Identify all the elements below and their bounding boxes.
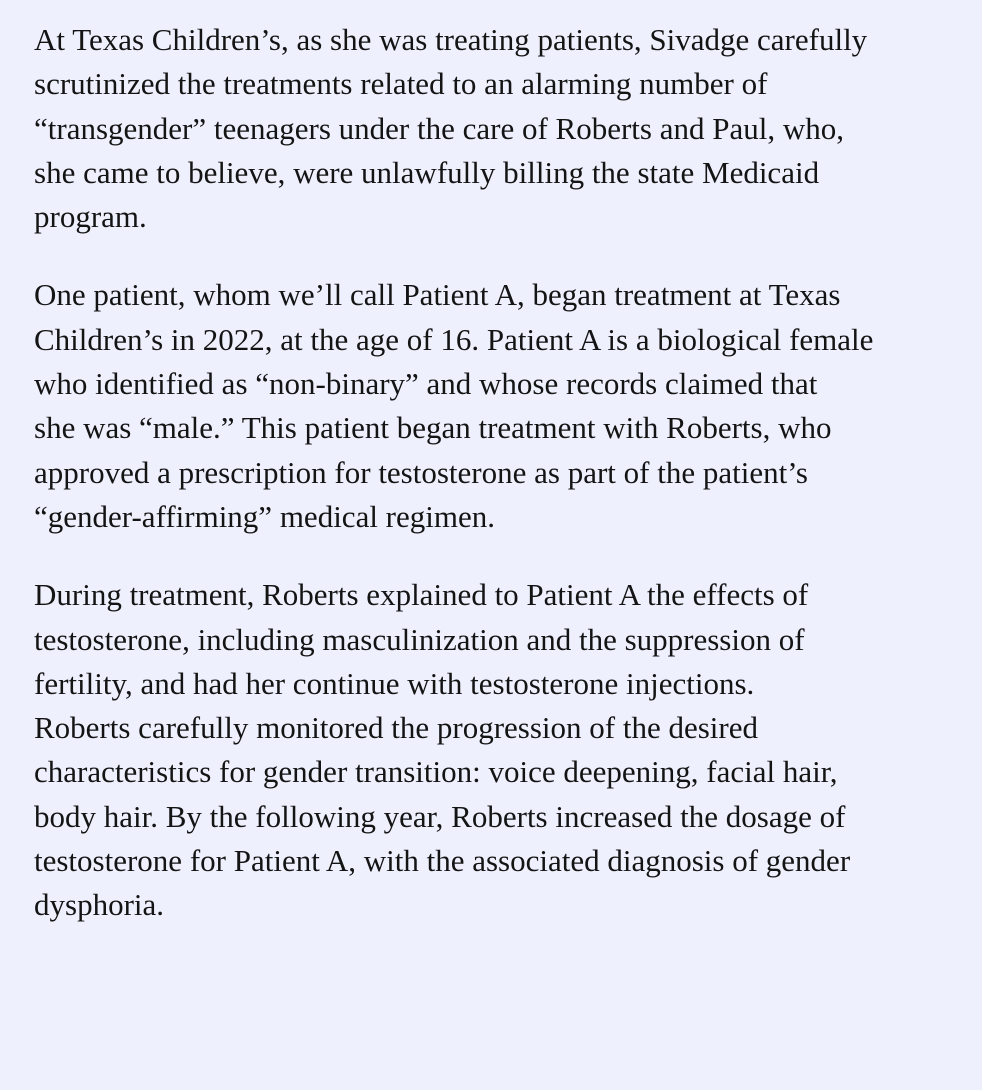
text-line: approved a prescription for testosterone as part of the patient’s [34, 454, 808, 490]
text-line: “gender-affirming” medical regimen. [34, 498, 496, 534]
text-line: Roberts carefully monitored the progression of the desired [34, 710, 758, 746]
text-line: program. [34, 199, 147, 235]
text-line: scrutinized the treatments related to an alarming number of [34, 66, 768, 102]
text-line: At Texas Children’s, as she was treating patients, Sivadge carefully [34, 22, 868, 57]
text-line: testosterone, including masculinization and the suppression of [34, 621, 805, 657]
paragraph-1 [34, 18, 982, 239]
text-line: “transgender” teenagers under the care of Roberts and Paul, who, [34, 110, 844, 146]
text-line: Children’s in 2022, at the age of 16. Patient A is a biological female [34, 321, 874, 357]
text-line: body hair. By the following year, Roberts increased the dosage of [34, 798, 846, 834]
text-line: who identified as “non-binary” and whose records claimed that [34, 366, 818, 402]
text-line: One patient, whom we’ll call Patient A, began treatment at Texas [34, 277, 841, 313]
text-line: she came to believe, were unlawfully billing the state Medicaid [34, 154, 820, 190]
text-line: testosterone for Patient A, with the associated diagnosis of gender [34, 843, 851, 879]
paragraph-3 [34, 573, 982, 927]
text-line: fertility, and had her continue with testosterone injections. [34, 665, 755, 701]
text-line: During treatment, Roberts explained to Patient A the effects of [34, 577, 809, 613]
paragraph-2 [34, 273, 982, 539]
text-line: characteristics for gender transition: voice deepening, facial hair, [34, 754, 838, 790]
text-line: dysphoria. [34, 887, 165, 923]
text-line: she was “male.” This patient began treatment with Roberts, who [34, 410, 832, 446]
